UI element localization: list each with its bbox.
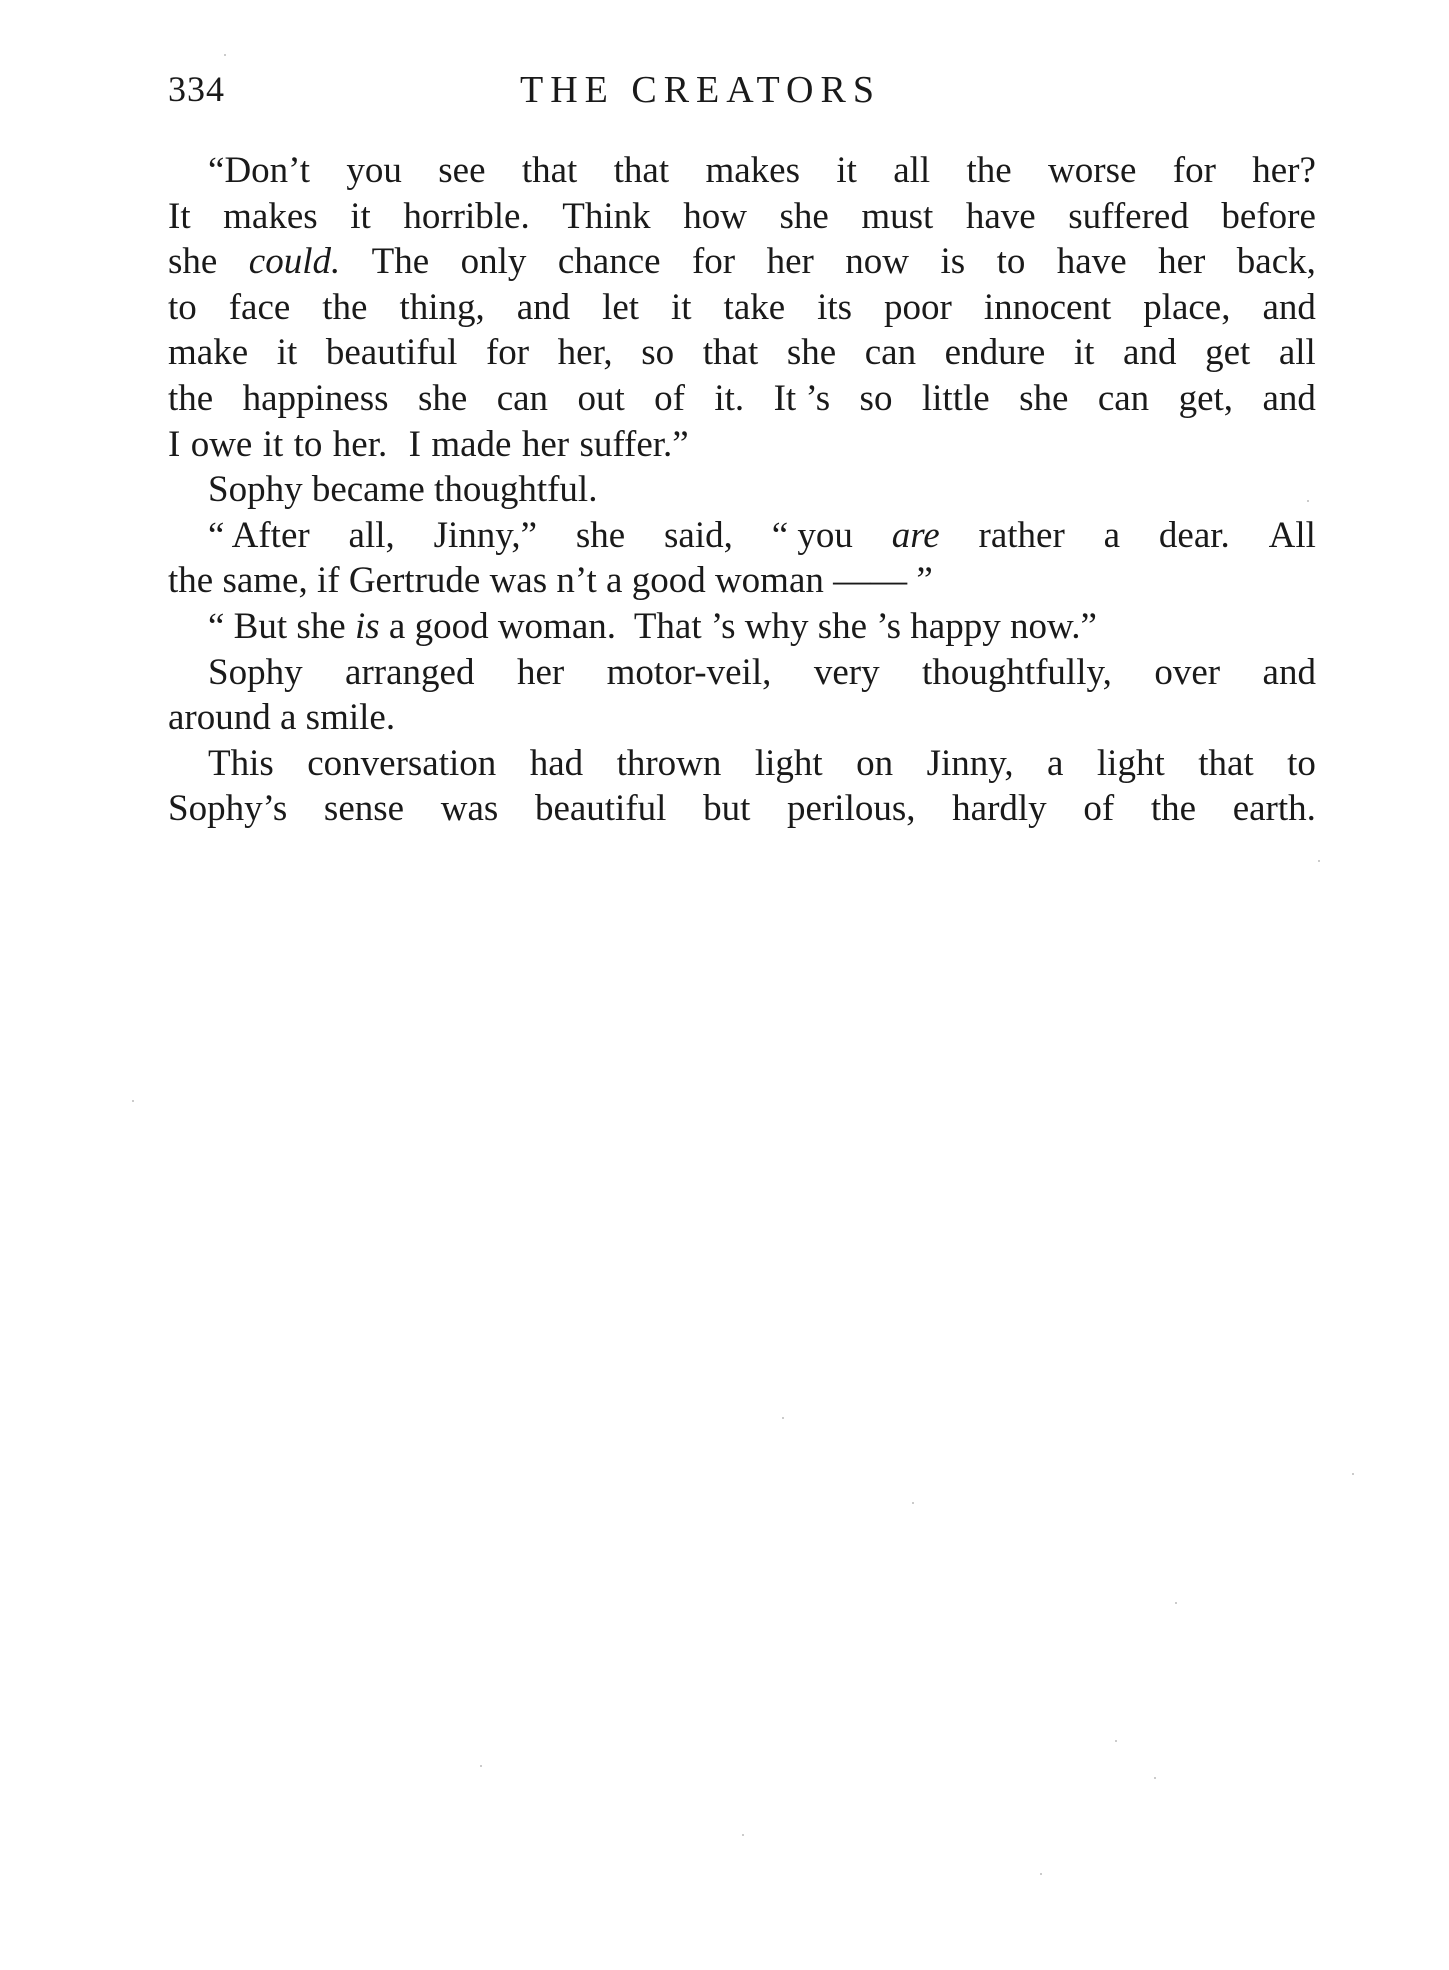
- text-line: “ After all, Jinny,” she said, “ you are rather a dear. All: [208, 514, 1316, 556]
- scan-speck: [1154, 1777, 1156, 1779]
- scan-speck: [1318, 860, 1320, 862]
- scan-speck: [782, 1417, 784, 1419]
- text-line: make it beautiful for her, so that she can endure it and get all: [168, 332, 1316, 374]
- scan-speck: [480, 1765, 482, 1767]
- paragraph-4: “ But she is a good woman. That ’s why she ’s happy now.”: [208, 605, 1097, 647]
- scan-speck: [742, 1834, 744, 1836]
- text-line: to face the thing, and let it take its poor innocent place, and: [168, 286, 1316, 328]
- scan-speck: [224, 54, 226, 56]
- scan-speck: [1307, 500, 1309, 502]
- text-line: “Don’t you see that that makes it all the worse for her?: [208, 150, 1316, 191]
- page-header: [168, 68, 1316, 118]
- text-line: the happiness she can out of it. It ’s so little she can get, and: [168, 377, 1316, 419]
- text-line: It makes it horrible. Think how she must have suffered before: [168, 195, 1316, 237]
- scan-speck: [912, 1502, 914, 1504]
- text-line: I owe it to her. I made her suffer.”: [168, 423, 689, 465]
- scan-speck: [132, 1100, 134, 1102]
- paragraph-5: [168, 650, 1316, 741]
- scan-speck: [1352, 1473, 1354, 1475]
- page-number: 334: [168, 69, 225, 109]
- text-line: Sophy arranged her motor-veil, very thoughtfully, over and: [208, 651, 1316, 693]
- text-line: This conversation had thrown light on Jinny, a light that to: [208, 742, 1316, 784]
- paragraph-3: [168, 513, 1316, 604]
- body-text: [168, 148, 1316, 832]
- scan-speck: [1175, 1602, 1177, 1604]
- text-line: the same, if Gertrude was n’t a good woman —— ”: [168, 560, 933, 602]
- paragraph-1: [168, 148, 1316, 467]
- text-line: she could. The only chance for her now is to have her back,: [168, 241, 1316, 283]
- running-title: THE CREATORS: [520, 69, 881, 111]
- text-line: around a smile.: [168, 697, 396, 739]
- paragraph-2: Sophy became thoughtful.: [208, 469, 598, 511]
- scan-speck: [1115, 1740, 1117, 1742]
- paragraph-6: [168, 741, 1316, 832]
- text-line: Sophy’s sense was beautiful but perilous, hardly of the earth.: [168, 788, 1316, 830]
- scan-speck: [1040, 1873, 1042, 1875]
